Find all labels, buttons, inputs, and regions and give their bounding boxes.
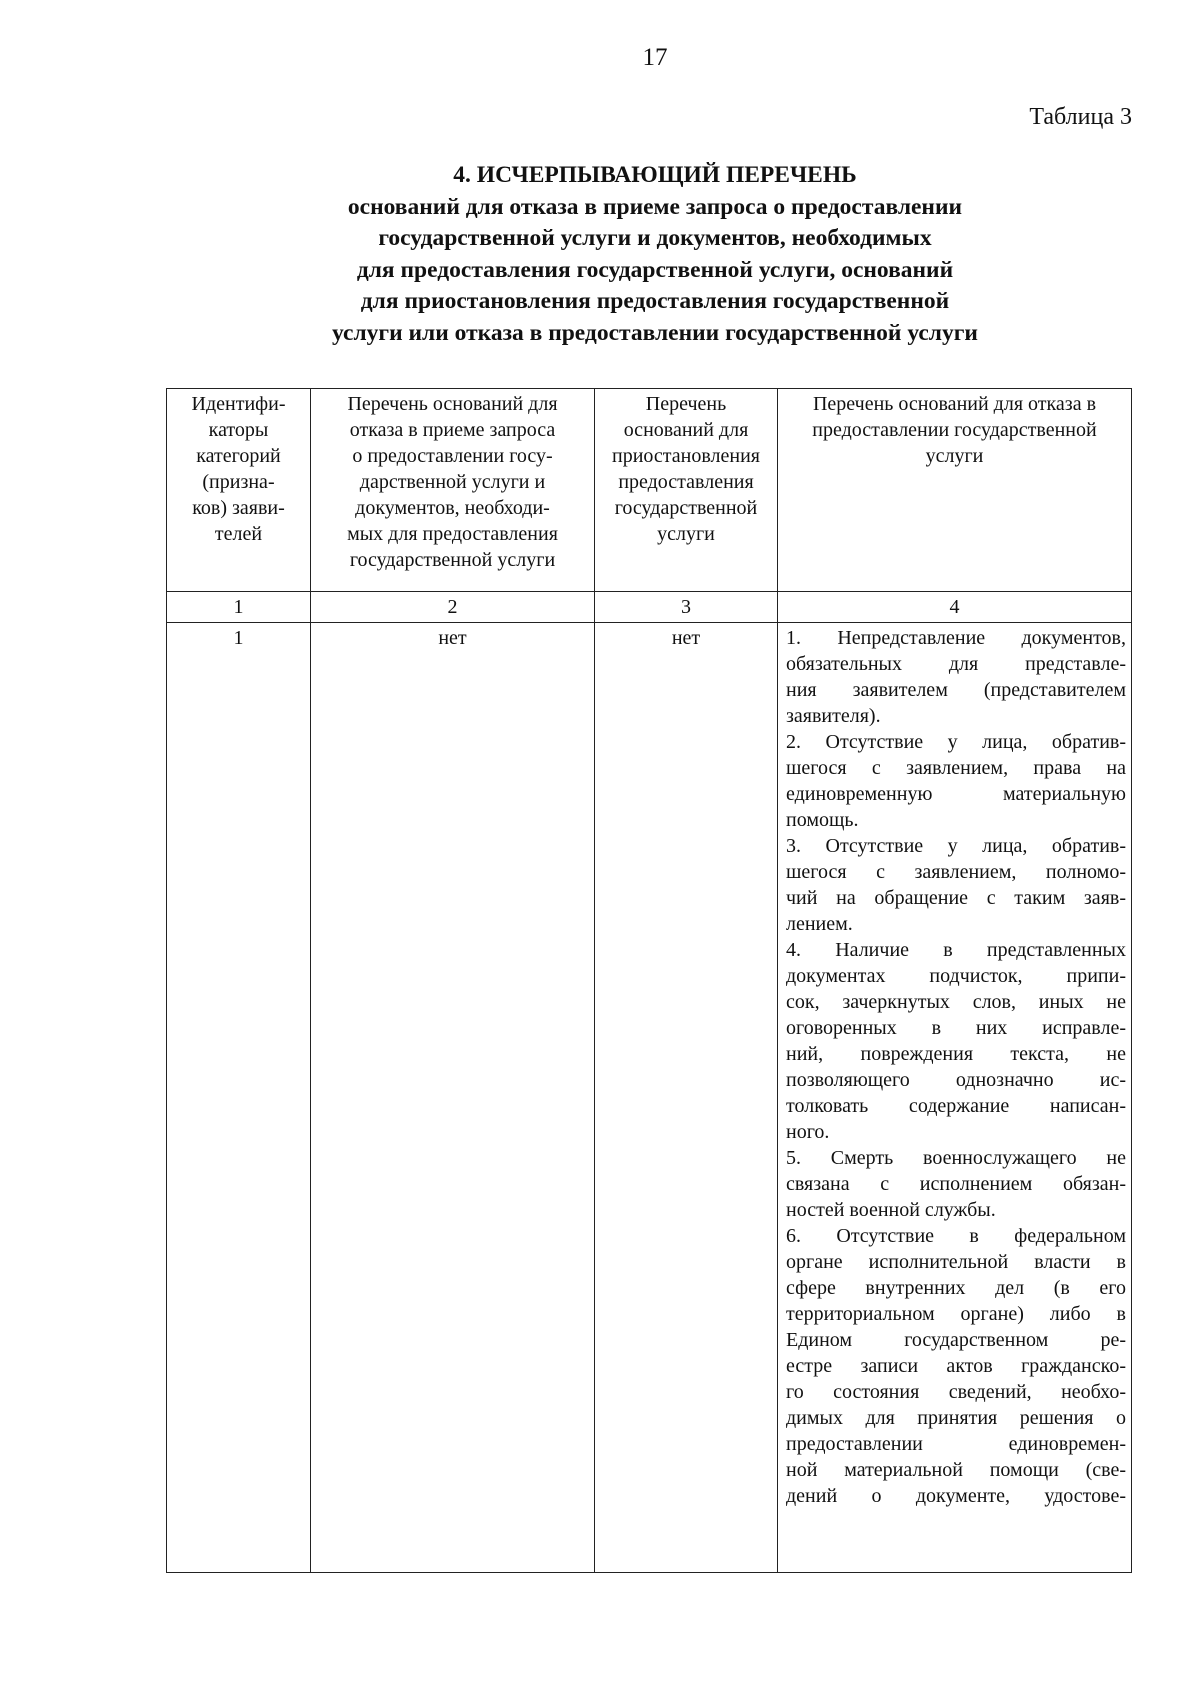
header-text-line: каторы xyxy=(208,419,269,441)
header-text-line: государственной услуги xyxy=(349,549,556,571)
applicant-category-id: 1 xyxy=(167,623,311,1573)
suspension-grounds: нет xyxy=(595,623,778,1573)
refusal-ground-line: территориальном органе) либо в xyxy=(786,1303,1126,1325)
header-text-line: отказа в приеме запроса xyxy=(349,419,556,441)
refusal-ground-line: ного. xyxy=(786,1121,830,1143)
column-number: 3 xyxy=(595,592,778,623)
refusal-ground-line: сфере внутренних дел (в его xyxy=(786,1277,1126,1299)
refusal-ground-line: 5. Смерть военнослужащего не xyxy=(786,1147,1126,1169)
refusal-ground-line: дений о документе, удостове- xyxy=(786,1485,1126,1507)
heading-line: оснований для отказа в приеме запроса о предоставлении xyxy=(347,193,963,220)
table-header-row xyxy=(167,389,1132,592)
header-text-line: мых для предоставления xyxy=(347,523,558,545)
header-text-line: документов, необходи- xyxy=(355,497,550,519)
header-text-line: государственной xyxy=(614,497,758,519)
refusal-ground-line: сок, зачеркнутых слов, иных не xyxy=(786,991,1126,1013)
refusal-ground-line: предоставлении единовремен- xyxy=(786,1433,1126,1455)
header-text-line: Перечень оснований для отказа в xyxy=(812,393,1097,415)
header-text-line: дарственной услуги и xyxy=(359,471,546,493)
refusal-ground-line: заявителя). xyxy=(786,705,881,727)
service-refusal-grounds xyxy=(778,623,1132,1573)
refusal-ground-line: го состояния сведений, необхо- xyxy=(786,1381,1126,1403)
heading-title: 4. ИСЧЕРПЫВАЮЩИЙ ПЕРЕЧЕНЬ xyxy=(453,162,857,188)
refusal-ground-line: толковать содержание написан- xyxy=(786,1095,1126,1117)
heading-line: для приостановления предоставления государственной xyxy=(360,288,950,314)
refusal-ground-line: лением. xyxy=(786,913,853,935)
column-number: 1 xyxy=(167,592,311,623)
page-number: 17 xyxy=(642,44,668,71)
header-cell-2 xyxy=(311,389,595,592)
header-text-line: ков) заяви- xyxy=(192,497,285,519)
header-text-line: оснований для xyxy=(623,419,749,441)
refusal-ground-line: позволяющего однозначно ис- xyxy=(786,1069,1126,1091)
refusal-ground-line: 6. Отсутствие в федеральном xyxy=(786,1225,1126,1247)
refusal-ground-line: органе исполнительной власти в xyxy=(786,1251,1126,1273)
refusal-ground-line: чий на обращение с таким заяв- xyxy=(786,887,1126,909)
refusal-ground-line: ной материальной помощи (све- xyxy=(786,1459,1126,1481)
refusal-ground-line: ностей военной службы. xyxy=(786,1199,996,1221)
header-cell-4 xyxy=(778,389,1132,592)
reception-refusal-grounds: нет xyxy=(311,623,595,1573)
header-text-line: предоставления xyxy=(618,471,754,493)
header-cell-3 xyxy=(595,389,778,592)
header-text-line: приостановления xyxy=(612,445,760,467)
refusal-ground-line: помощь. xyxy=(786,809,859,831)
header-text-line: Перечень xyxy=(645,393,727,415)
refusal-ground-line: оговоренных в них исправле- xyxy=(786,1017,1126,1039)
refusal-ground-line: ния заявителем (представителем xyxy=(786,679,1126,701)
header-text-line: категорий xyxy=(196,445,281,467)
header-text-line: Идентифи- xyxy=(191,393,286,415)
refusal-ground-line: шегося с заявлением, полномо- xyxy=(786,861,1126,883)
refusal-ground-line: документах подчисток, припи- xyxy=(786,965,1126,987)
refusal-ground-line: единовременную материальную xyxy=(786,783,1126,805)
header-text-line: услуги xyxy=(657,523,715,545)
refusal-ground-line: 1. Непредставление документов, xyxy=(786,627,1126,649)
grounds-table xyxy=(166,388,1132,1573)
column-number: 2 xyxy=(311,592,595,623)
document-heading xyxy=(165,160,1145,349)
table-row xyxy=(167,623,1132,1573)
heading-line: для предоставления государственной услуги, оснований xyxy=(356,256,954,283)
refusal-ground-line: обязательных для представле- xyxy=(786,653,1126,675)
header-cell-1 xyxy=(167,389,311,592)
refusal-ground-line: шегося с заявлением, права на xyxy=(786,757,1126,779)
header-text-line: о предоставлении госу- xyxy=(352,445,553,467)
column-number-row xyxy=(167,592,1132,623)
refusal-ground-line: естре записи актов гражданско- xyxy=(786,1355,1126,1377)
header-text-line: услуги xyxy=(925,445,984,467)
refusal-ground-line: 2. Отсутствие у лица, обратив- xyxy=(786,731,1126,753)
refusal-ground-line: 4. Наличие в представленных xyxy=(786,939,1126,961)
table-label: Таблица 3 xyxy=(1029,104,1132,130)
refusal-ground-line: димых для принятия решения о xyxy=(786,1407,1126,1429)
header-text-line: (призна- xyxy=(202,471,275,493)
header-text-line: Перечень оснований для xyxy=(347,393,558,415)
refusal-ground-line: 3. Отсутствие у лица, обратив- xyxy=(786,835,1126,857)
heading-line: услуги или отказа в предоставлении государственной услуги xyxy=(332,319,978,346)
header-text-line: телей xyxy=(214,523,263,545)
refusal-ground-line: ний, повреждения текста, не xyxy=(786,1043,1126,1065)
header-text-line: предоставлении государственной xyxy=(812,419,1097,441)
refusal-ground-line: связана с исполнением обязан- xyxy=(786,1173,1126,1195)
column-number: 4 xyxy=(778,592,1132,623)
refusal-ground-line: Едином государственном ре- xyxy=(786,1329,1126,1351)
heading-line: государственной услуги и документов, необходимых xyxy=(378,225,932,251)
